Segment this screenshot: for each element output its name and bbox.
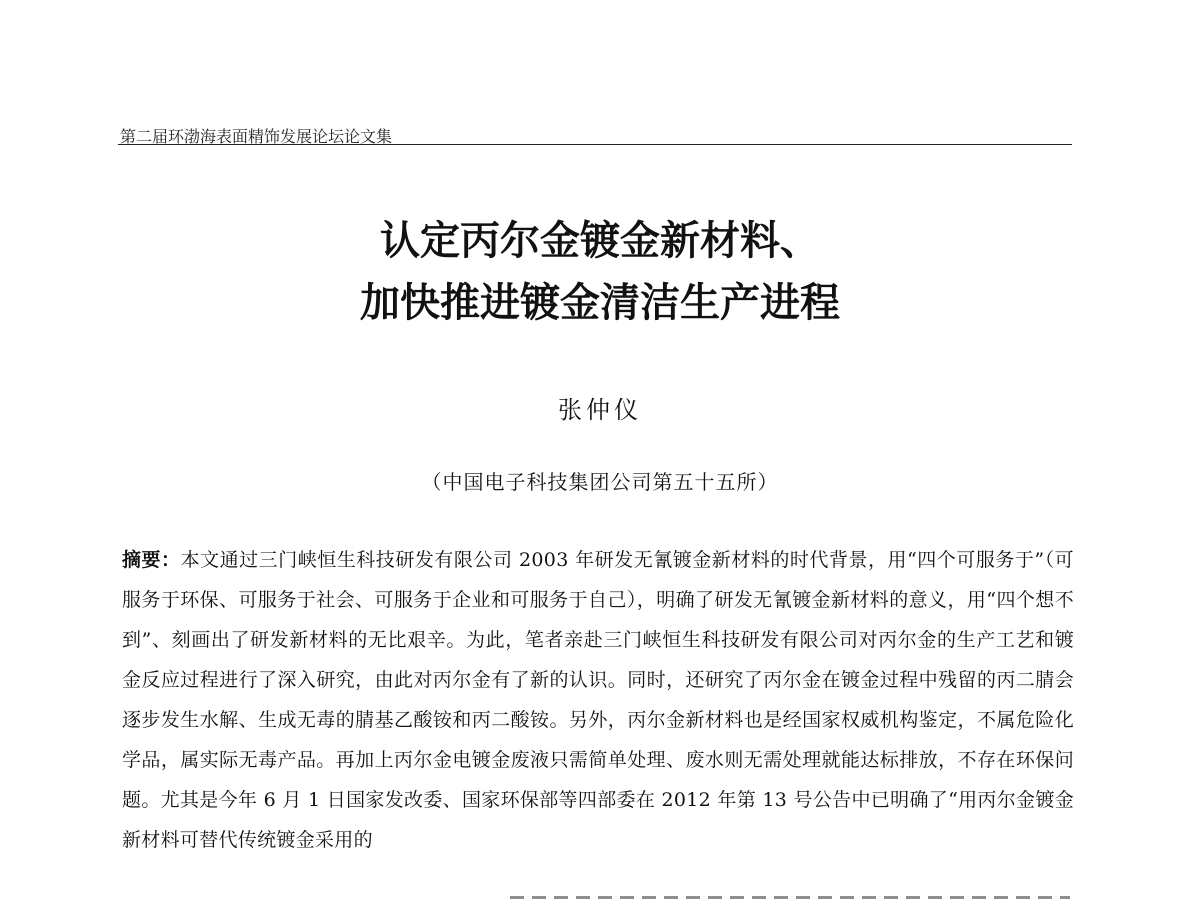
cutoff-text-fragment [510,892,1070,901]
author-name: 张仲仪 [558,396,642,424]
title-line-2: 加快推进镀金清洁生产进程 [360,280,840,326]
abstract-label: 摘要 [122,549,162,571]
author-affiliation: （中国电子科技集团公司第五十五所） [421,470,779,494]
header-rule [118,144,1072,145]
running-header: 第二届环渤海表面精饰发展论坛论文集 [120,127,393,146]
abstract-text: 本文通过三门峡恒生科技研发有限公司 2003 年研发无氰镀金新材料的时代背景，用“四个可服务于”（可服务于环保、可服务于社会、可服务于企业和可服务于自己），明确了研发无氰镀金新材料的意义，用“四个想不到”、刻画出了研发新材料的无比艰辛。为此，笔者亲赴三门峡恒生科技研发有限公司对丙尔金的生产工艺和镀金反应过程进行了深入研究，由此对丙尔金有了新的认识。同时，还研究了丙尔金在镀金过程中残留的丙二腈会逐步发生水解、生成无毒的腈基乙酸铵和丙二酸铵。另外，丙尔金新材料也是经国家权威机构鉴定，不属危险化学品，属实际无毒产品。再加上丙尔金电镀金废液只需简单处理、废水则无需处理就能达标排放，不存在环保问题。尤其是今年 6 月 1 日国家发改委、国家环保部等四部委在 2012 年第 13 号公告中已明确了“用丙尔金镀金新材料可替代传统镀金采用的 [122,549,1074,851]
abstract [122,540,1074,860]
title-line-1: 认定丙尔金镀金新材料、 [380,218,820,264]
abstract-separator: ： [161,549,181,571]
paper-title [0,210,1200,334]
